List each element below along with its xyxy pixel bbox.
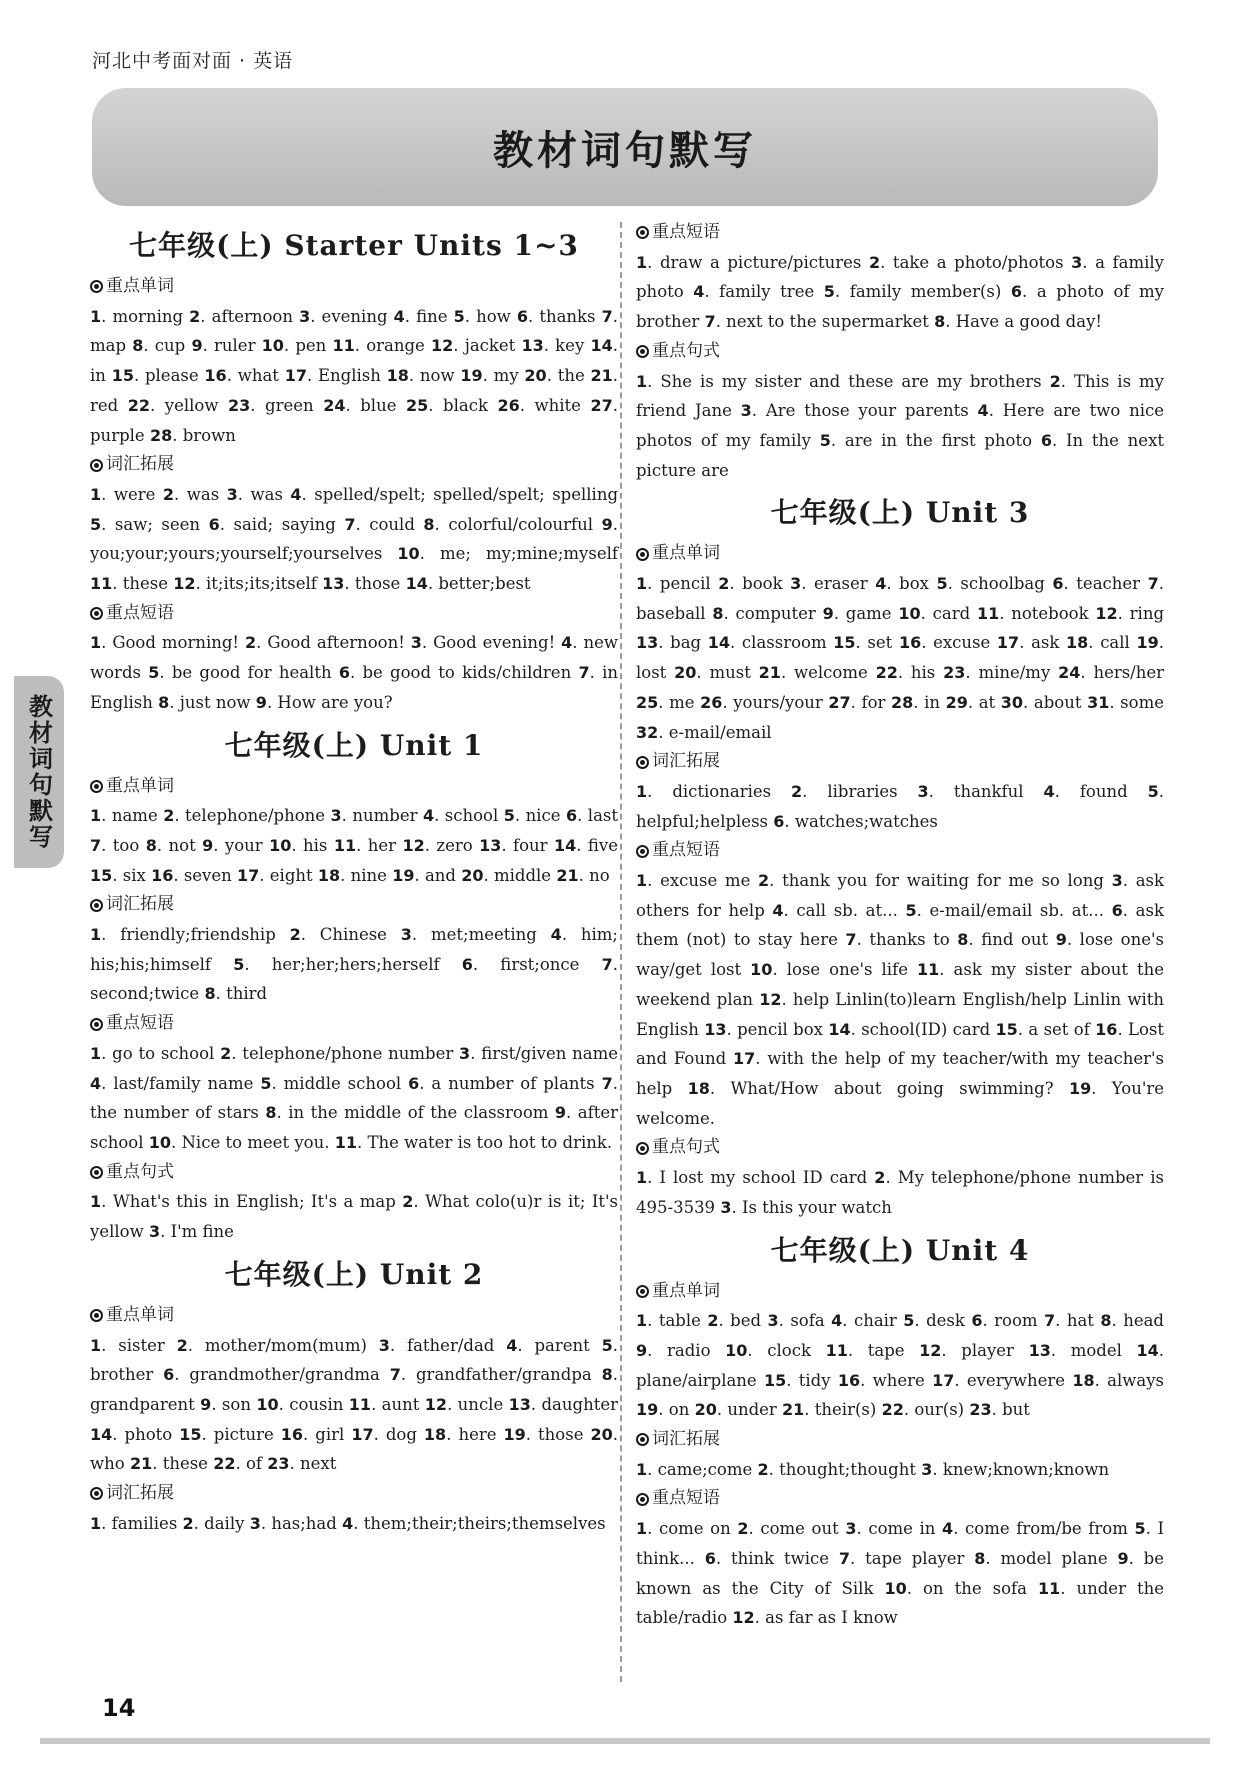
target-bullet-icon	[636, 548, 649, 561]
column-divider	[620, 222, 622, 1682]
right-column	[636, 218, 1164, 1633]
section-heading	[90, 1301, 618, 1331]
section-heading	[90, 1009, 618, 1039]
answer-list: 1. morning 2. afternoon 3. evening 4. fine 5. how 6. thanks 7. map 8. cup 9. ruler 10. pen 11. orange 12. jacket 13. key 14. in 15. please 16. what 17. English 18. now 19. my 20. the 21. red 22. yellow 23. green 24. blue 25. black 26. white 27. purple 28. brown	[90, 306, 619, 445]
target-bullet-icon	[90, 899, 103, 912]
section-heading	[636, 1484, 1164, 1514]
section-heading-label: 重点短语	[106, 1013, 174, 1034]
page-number: 14	[102, 1694, 136, 1722]
section-heading-label: 词汇拓展	[652, 751, 720, 772]
target-bullet-icon	[636, 1142, 649, 1155]
answer-list: 1. I lost my school ID card 2. My telephone/phone number is 495-3539 3. Is this your watch	[636, 1168, 1164, 1217]
target-bullet-icon	[90, 1309, 103, 1322]
target-bullet-icon	[90, 1487, 103, 1500]
unit-title: 七年级(上) Unit 4	[770, 1233, 1030, 1267]
section-heading-label: 词汇拓展	[106, 1483, 174, 1504]
section-heading-label: 重点短语	[652, 1488, 720, 1509]
section-heading-label: 重点短语	[652, 222, 720, 242]
target-bullet-icon	[636, 226, 649, 239]
section-heading-label: 重点句式	[652, 1137, 720, 1158]
answer-list: 1. excuse me 2. thank you for waiting for me so long 3. ask others for help 4. call sb. at... 5. e-mail/email sb. at... 6. ask them (not) to stay here 7. thanks to 8. find out 9. lose one's way/get lost 10. lose one's life 11. ask my sister about the weekend plan 12. help Linlin(to)learn English/help Linlin with English 13. pencil box 14. school(ID) card 15. a set of 16. Lost and Found 17. with the help of my teacher/with my teacher's help 18. What/How about going swimming? 19. You're welcome.	[636, 871, 1165, 1128]
target-bullet-icon	[90, 607, 103, 620]
section-heading	[90, 1158, 618, 1188]
unit-title: 七年级(上) Starter Units 1~3	[129, 229, 579, 262]
section-heading-label: 重点单词	[652, 543, 720, 564]
answer-list: 1. pencil 2. book 3. eraser 4. box 5. schoolbag 6. teacher 7. baseball 8. computer 9. game 10. card 11. notebook 12. ring 13. bag 14. classroom 15. set 16. excuse 17. ask 18. call 19. lost 20. must 21. welcome 22. his 23. mine/my 24. hers/her 25. me 26. yours/your 27. for 28. in 29. at 30. about 31. some 32. e-mail/email	[636, 574, 1165, 742]
unit-title: 七年级(上) Unit 3	[770, 496, 1030, 530]
banner-title: 教材词句默写	[493, 127, 757, 174]
section-heading	[90, 772, 618, 802]
section-heading	[636, 836, 1164, 866]
section-heading	[636, 1277, 1164, 1307]
target-bullet-icon	[636, 1285, 649, 1298]
book-title: 河北中考面对面 · 英语	[92, 50, 294, 72]
section-heading	[636, 1425, 1164, 1455]
section-heading-label: 词汇拓展	[652, 1429, 720, 1450]
answer-list: 1. came;come 2. thought;thought 3. knew;known;known	[636, 1459, 1110, 1479]
target-bullet-icon	[636, 1493, 649, 1506]
section-heading	[90, 599, 618, 629]
unit-title: 七年级(上) Unit 2	[224, 1257, 484, 1291]
footer-rule	[40, 1738, 1210, 1744]
side-tab	[14, 676, 64, 868]
target-bullet-icon	[90, 1018, 103, 1031]
section-heading-label: 重点单词	[106, 775, 174, 796]
answer-list: 1. name 2. telephone/phone 3. number 4. school 5. nice 6. last 7. too 8. not 9. your 10. his 11. her 12. zero 13. four 14. five 15. six 16. seven 17. eight 18. nine 19. and 20. middle 21. no	[90, 806, 619, 885]
section-heading	[90, 272, 618, 302]
answer-list: 1. draw a picture/pictures 2. take a photo/photos 3. a family photo 4. family tree 5. family member(s) 6. a photo of my brother 7. next to the supermarket 8. Have a good day!	[636, 252, 1164, 332]
target-bullet-icon	[636, 1433, 649, 1446]
section-heading-label: 重点句式	[652, 340, 720, 361]
section-heading-label: 重点单词	[106, 1304, 174, 1325]
section-heading-label: 重点单词	[106, 276, 174, 296]
answer-list: 1. dictionaries 2. libraries 3. thankful 4. found 5. helpful;helpless 6. watches;watches	[636, 781, 1164, 831]
target-bullet-icon	[636, 345, 649, 358]
target-bullet-icon	[90, 1166, 103, 1179]
target-bullet-icon	[636, 756, 649, 769]
section-heading	[636, 218, 1164, 248]
answer-list: 1. friendly;friendship 2. Chinese 3. met;meeting 4. him; his;his;himself 5. her;her;hers;herself 6. first;once 7. second;twice 8. third	[90, 925, 618, 1004]
section-heading-label: 重点单词	[652, 1280, 720, 1301]
answer-list: 1. table 2. bed 3. sofa 4. chair 5. desk 6. room 7. hat 8. head 9. radio 10. clock 11. tape 12. player 13. model 14. plane/airplane 15. tidy 16. where 17. everywhere 18. always 19. on 20. under 21. their(s) 22. our(s) 23. but	[636, 1311, 1165, 1420]
answer-list: 1. were 2. was 3. was 4. spelled/spelt; spelled/spelt; spelling 5. saw; seen 6. said; saying 7. could 8. colorful/colourful 9. you;your;yours;yourself;yourselves 10. me; my;mine;myself 11. these 12. it;its;its;itself 13. those 14. better;best	[90, 484, 619, 594]
answer-list: 1. come on 2. come out 3. come in 4. come from/be from 5. I think... 6. think twice 7. tape player 8. model plane 9. be known as the City of Silk 10. on the sofa 11. under the table/radio 12. as far as I know	[636, 1519, 1164, 1628]
section-heading-label: 重点句式	[106, 1161, 174, 1182]
section-heading	[90, 1479, 618, 1509]
section-heading	[636, 539, 1164, 569]
answer-list: 1. sister 2. mother/mom(mum) 3. father/dad 4. parent 5. brother 6. grandmother/grandma 7. grandfather/grandpa 8. grandparent 9. son 10. cousin 11. aunt 12. uncle 13. daughter 14. photo 15. picture 16. girl 17. dog 18. here 19. those 20. who 21. these 22. of 23. next	[90, 1335, 619, 1474]
section-heading-label: 重点短语	[652, 840, 720, 861]
unit-title: 七年级(上) Unit 1	[224, 728, 484, 762]
section-heading-label: 重点短语	[106, 602, 174, 623]
target-bullet-icon	[90, 459, 103, 472]
answer-list: 1. families 2. daily 3. has;had 4. them;their;theirs;themselves	[90, 1513, 606, 1533]
section-heading	[636, 337, 1164, 367]
section-heading-label: 词汇拓展	[106, 454, 174, 475]
left-column	[90, 218, 618, 1538]
answer-list: 1. What's this in English; It's a map 2. What colo(u)r is it; It's yellow 3. I'm fine	[90, 1192, 618, 1242]
section-banner	[92, 88, 1158, 206]
section-heading	[636, 1133, 1164, 1163]
answer-list: 1. go to school 2. telephone/phone number 3. first/given name 4. last/family name 5. middle school 6. a number of plants 7. the number of stars 8. in the middle of the classroom 9. after school 10. Nice to meet you. 11. The water is too hot to drink.	[90, 1043, 619, 1152]
target-bullet-icon	[636, 845, 649, 858]
answer-list: 1. Good morning! 2. Good afternoon! 3. Good evening! 4. new words 5. be good for health 6. be good to kids/children 7. in English 8. just now 9. How are you?	[90, 633, 618, 712]
side-tab-label: 教材词句默写	[24, 694, 53, 850]
section-heading	[636, 747, 1164, 777]
section-heading	[90, 890, 618, 920]
section-heading	[90, 450, 618, 480]
target-bullet-icon	[90, 280, 103, 293]
section-heading-label: 词汇拓展	[106, 894, 174, 915]
target-bullet-icon	[90, 780, 103, 793]
answer-list: 1. She is my sister and these are my brothers 2. This is my friend Jane 3. Are those your parents 4. Here are two nice photos of my family 5. are in the first photo 6. In the next picture are	[636, 371, 1164, 480]
